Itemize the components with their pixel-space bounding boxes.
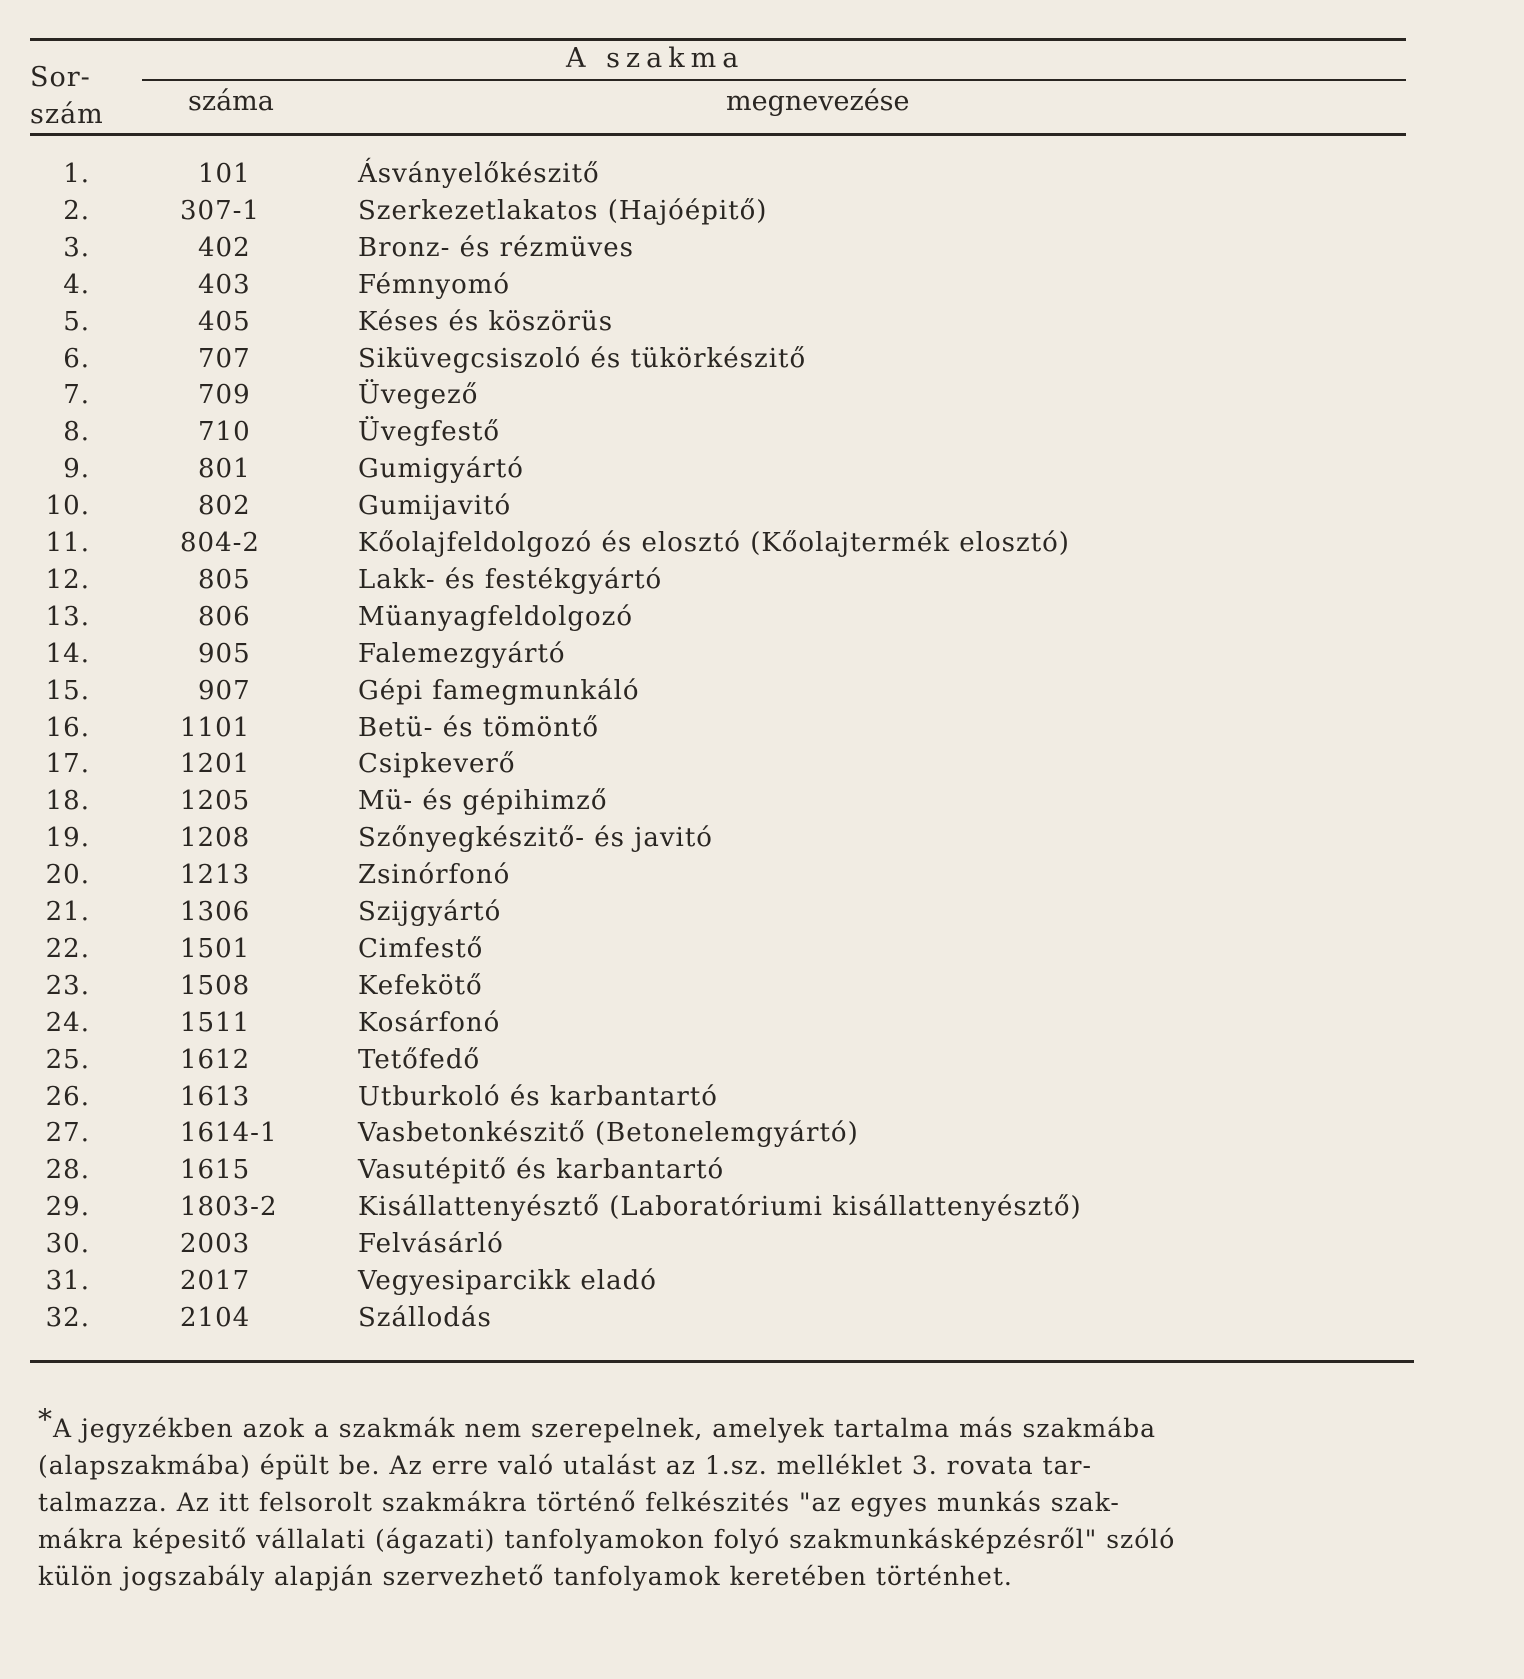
trade-code: 1613	[180, 1082, 251, 1112]
row-number: 14.	[45, 639, 90, 669]
row-number: 5.	[63, 307, 90, 337]
trade-code: 709	[198, 380, 251, 410]
trade-code: 1306	[180, 897, 251, 927]
table-top-rule	[30, 38, 1406, 41]
table-row	[0, 417, 1524, 454]
trade-name: Müanyagfeldolgozó	[358, 602, 634, 632]
row-number: 6.	[63, 344, 90, 374]
trade-code: 1208	[180, 823, 251, 853]
table-row	[0, 344, 1524, 381]
row-number: 29.	[45, 1192, 90, 1222]
row-number: 1.	[63, 159, 90, 189]
table-row	[0, 713, 1524, 750]
trade-name: Késes és köszörüs	[358, 307, 614, 337]
table-row	[0, 233, 1524, 270]
row-number: 12.	[45, 565, 90, 595]
trade-name: Üvegező	[358, 380, 479, 410]
trade-code: 1612	[180, 1045, 251, 1075]
footnote-line: *A jegyzékben azok a szakmák nem szerepelnek, amelyek tartalma más szakmába	[38, 1403, 1157, 1443]
trade-code: 1511	[180, 1008, 251, 1038]
trade-code: 1501	[180, 934, 251, 964]
trade-code: 1614-1	[180, 1118, 278, 1148]
table-row	[0, 1229, 1524, 1266]
table-row	[0, 934, 1524, 971]
trade-code: 1615	[180, 1155, 251, 1185]
footnote	[38, 1403, 1328, 1595]
trade-name: Szőnyegkészitő- és javitó	[358, 823, 713, 853]
row-number: 21.	[45, 897, 90, 927]
row-number: 2.	[63, 196, 90, 226]
trade-code: 1101	[180, 713, 251, 743]
table-row	[0, 897, 1524, 934]
table-row	[0, 1082, 1524, 1119]
trade-name: Gumijavitó	[358, 491, 512, 521]
table-row	[0, 528, 1524, 565]
trade-code: 805	[198, 565, 251, 595]
row-number: 26.	[45, 1082, 90, 1112]
trade-code: 1201	[180, 749, 251, 779]
trade-name: Vegyesiparcikk eladó	[358, 1266, 657, 1296]
table-row	[0, 676, 1524, 713]
trade-name: Betü- és tömöntő	[358, 713, 599, 743]
row-number: 8.	[63, 417, 90, 447]
table-row	[0, 860, 1524, 897]
trade-code: 707	[198, 344, 251, 374]
trade-code: 710	[198, 417, 251, 447]
trade-name: Cimfestő	[358, 934, 484, 964]
footnote-line: külön jogszabály alapján szervezhető tanfolyamok keretében történhet.	[38, 1562, 1013, 1591]
table-row	[0, 307, 1524, 344]
trade-name: Tetőfedő	[358, 1045, 481, 1075]
trade-name: Csipkeverő	[358, 749, 516, 779]
footnote-line: (alapszakmába) épült be. Az erre való utalást az 1.sz. melléklet 3. rovata tar-	[38, 1451, 1092, 1480]
row-number: 15.	[45, 676, 90, 706]
footnote-line: mákra képesitő vállalati (ágazati) tanfolyamokon folyó szakmunkásképzésről" szóló	[38, 1525, 1176, 1554]
trade-name: Kőolajfeldolgozó és elosztó (Kőolajtermék elosztó)	[358, 528, 1070, 558]
trade-name: Vasutépitő és karbantartó	[358, 1155, 725, 1185]
trade-code: 907	[198, 676, 251, 706]
trade-name: Mü- és gépihimző	[358, 786, 608, 816]
table-row	[0, 602, 1524, 639]
table-row	[0, 1155, 1524, 1192]
table-row	[0, 1118, 1524, 1155]
trade-code: 307-1	[180, 196, 260, 226]
row-number: 30.	[45, 1229, 90, 1259]
table-row	[0, 270, 1524, 307]
table-row	[0, 749, 1524, 786]
header-col-code: száma	[188, 86, 274, 117]
trade-code: 804-2	[180, 528, 260, 558]
row-number: 23.	[45, 971, 90, 1001]
trade-name: Utburkoló és karbantartó	[358, 1082, 718, 1112]
table-row	[0, 491, 1524, 528]
trade-name: Kefekötő	[358, 971, 483, 1001]
footnote-line: talmazza. Az itt felsorolt szakmákra történő felkészités "az egyes munkás szak-	[38, 1488, 1120, 1517]
trade-code: 1803-2	[180, 1192, 278, 1222]
row-number: 20.	[45, 860, 90, 890]
footnote-marker: *	[38, 1403, 53, 1436]
table-row	[0, 971, 1524, 1008]
table-row	[0, 1008, 1524, 1045]
trade-code: 905	[198, 639, 251, 669]
row-number: 25.	[45, 1045, 90, 1075]
row-number: 19.	[45, 823, 90, 853]
trade-name: Üvegfestő	[358, 417, 501, 447]
table-row	[0, 786, 1524, 823]
table-row	[0, 159, 1524, 196]
row-number: 16.	[45, 713, 90, 743]
trade-name: Szijgyártó	[358, 897, 502, 927]
trade-name: Kisállattenyésztő (Laboratóriumi kisállattenyésztő)	[358, 1192, 1082, 1222]
row-number: 32.	[45, 1303, 90, 1333]
row-number: 11.	[45, 528, 90, 558]
trade-name: Bronz- és rézmüves	[358, 233, 635, 263]
trade-code: 1205	[180, 786, 251, 816]
trade-name: Falemezgyártó	[358, 639, 566, 669]
table-row	[0, 454, 1524, 491]
row-number: 7.	[63, 380, 90, 410]
trade-code: 806	[198, 602, 251, 632]
table-row	[0, 565, 1524, 602]
trade-code: 2104	[180, 1303, 251, 1333]
row-number: 22.	[45, 934, 90, 964]
row-number: 17.	[45, 749, 90, 779]
header-bottom-rule	[30, 133, 1406, 136]
trade-code: 801	[198, 454, 251, 484]
trade-name: Siküvegcsiszoló és tükörkészitő	[358, 344, 807, 374]
row-number: 28.	[45, 1155, 90, 1185]
trade-name: Ásványelőkészitő	[358, 159, 600, 189]
row-number: 4.	[63, 270, 90, 300]
trade-code: 402	[198, 233, 251, 263]
trade-code: 101	[198, 159, 251, 189]
trade-name: Zsinórfonó	[358, 860, 511, 890]
table-bottom-rule	[30, 1360, 1414, 1363]
trade-name: Vasbetonkészitő (Betonelemgyártó)	[358, 1118, 859, 1148]
table-row	[0, 1303, 1524, 1340]
trade-name: Gumigyártó	[358, 454, 524, 484]
row-number: 3.	[63, 233, 90, 263]
trade-name: Szállodás	[358, 1303, 492, 1333]
trade-code: 1213	[180, 860, 251, 890]
row-number: 10.	[45, 491, 90, 521]
header-sorszam-line2: szám	[30, 99, 104, 130]
table-row	[0, 1266, 1524, 1303]
table-row	[0, 639, 1524, 676]
trade-code: 2003	[180, 1229, 251, 1259]
trade-name: Felvásárló	[358, 1229, 504, 1259]
table-row	[0, 1045, 1524, 1082]
trade-name: Szerkezetlakatos (Hajóépitő)	[358, 196, 768, 226]
row-number: 27.	[45, 1118, 90, 1148]
trade-code: 802	[198, 491, 251, 521]
trade-name: Fémnyomó	[358, 270, 511, 300]
row-number: 18.	[45, 786, 90, 816]
trade-code: 1508	[180, 971, 251, 1001]
trade-code: 403	[198, 270, 251, 300]
row-number: 31.	[45, 1266, 90, 1296]
header-sorszam-line1: Sor-	[30, 62, 91, 93]
table-row	[0, 380, 1524, 417]
table-row	[0, 196, 1524, 233]
trade-code: 405	[198, 307, 251, 337]
table-row	[0, 823, 1524, 860]
row-number: 9.	[63, 454, 90, 484]
table-row	[0, 1192, 1524, 1229]
row-number: 24.	[45, 1008, 90, 1038]
trade-name: Gépi famegmunkáló	[358, 676, 640, 706]
header-group-rule	[142, 79, 1406, 81]
row-number: 13.	[45, 602, 90, 632]
header-col-name: megnevezése	[726, 86, 910, 117]
trade-code: 2017	[180, 1266, 251, 1296]
header-group-title: A szakma	[566, 43, 745, 74]
trade-name: Lakk- és festékgyártó	[358, 565, 663, 595]
trade-name: Kosárfonó	[358, 1008, 501, 1038]
